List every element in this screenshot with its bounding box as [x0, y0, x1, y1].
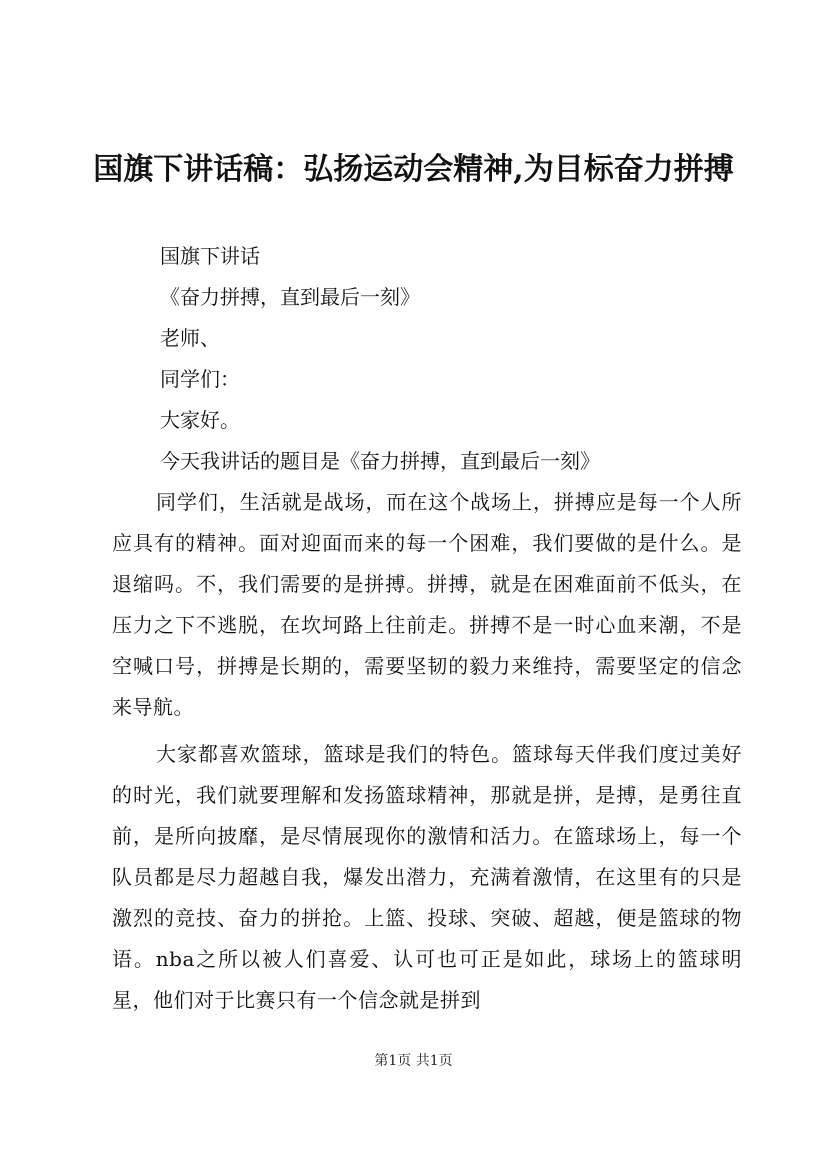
topic-line: 今天我讲话的题目是《奋力拼搏，直到最后一刻》: [160, 449, 600, 473]
speech-subtitle-line: 《奋力拼搏，直到最后一刻》: [160, 285, 420, 309]
page-footer: 第1页 共1页: [374, 1053, 453, 1069]
salutation-teachers: 老师、: [160, 326, 220, 350]
greeting-line: 大家好。: [160, 408, 240, 432]
body-paragraph: 同学们，生活就是战场，而在这个战场上，拼搏应是每一个人所应具有的精神。面对迎面而来的每一个困难，我们要做的是什么。是退缩吗。不，我们需要的是拼搏。拼搏，就是在困难面前不低头，在压力之下不逃脱，在坎坷路上往前走。拼搏不是一时心血来潮，不是空喊口号，拼搏是长期的，需要坚韧的毅力来维持，需要坚定的信念来导航。: [112, 490, 742, 719]
body-paragraph: 大家都喜欢篮球，篮球是我们的特色。篮球每天伴我们度过美好的时光，我们就要理解和发扬篮球精神，那就是拼，是搏，是勇往直前，是所向披靡，是尽情展现你的激情和活力。在篮球场上，每一个队员都是尽力超越自我，爆发出潜力，充满着激情，在这里有的只是激烈的竞技、奋力的拼抢。上篮、投球、突破、超越，便是篮球的物语。nba之所以被人们喜爱、认可也可正是如此，球场上的篮球明星，他们对于比赛只有一个信念就是拼到: [112, 742, 742, 1012]
document-title: 国旗下讲话稿：弘扬运动会精神,为目标奋力拼搏: [93, 152, 734, 187]
speech-type-line: 国旗下讲话: [160, 244, 260, 268]
salutation-students: 同学们：: [160, 367, 240, 391]
speech-header: [160, 236, 760, 482]
